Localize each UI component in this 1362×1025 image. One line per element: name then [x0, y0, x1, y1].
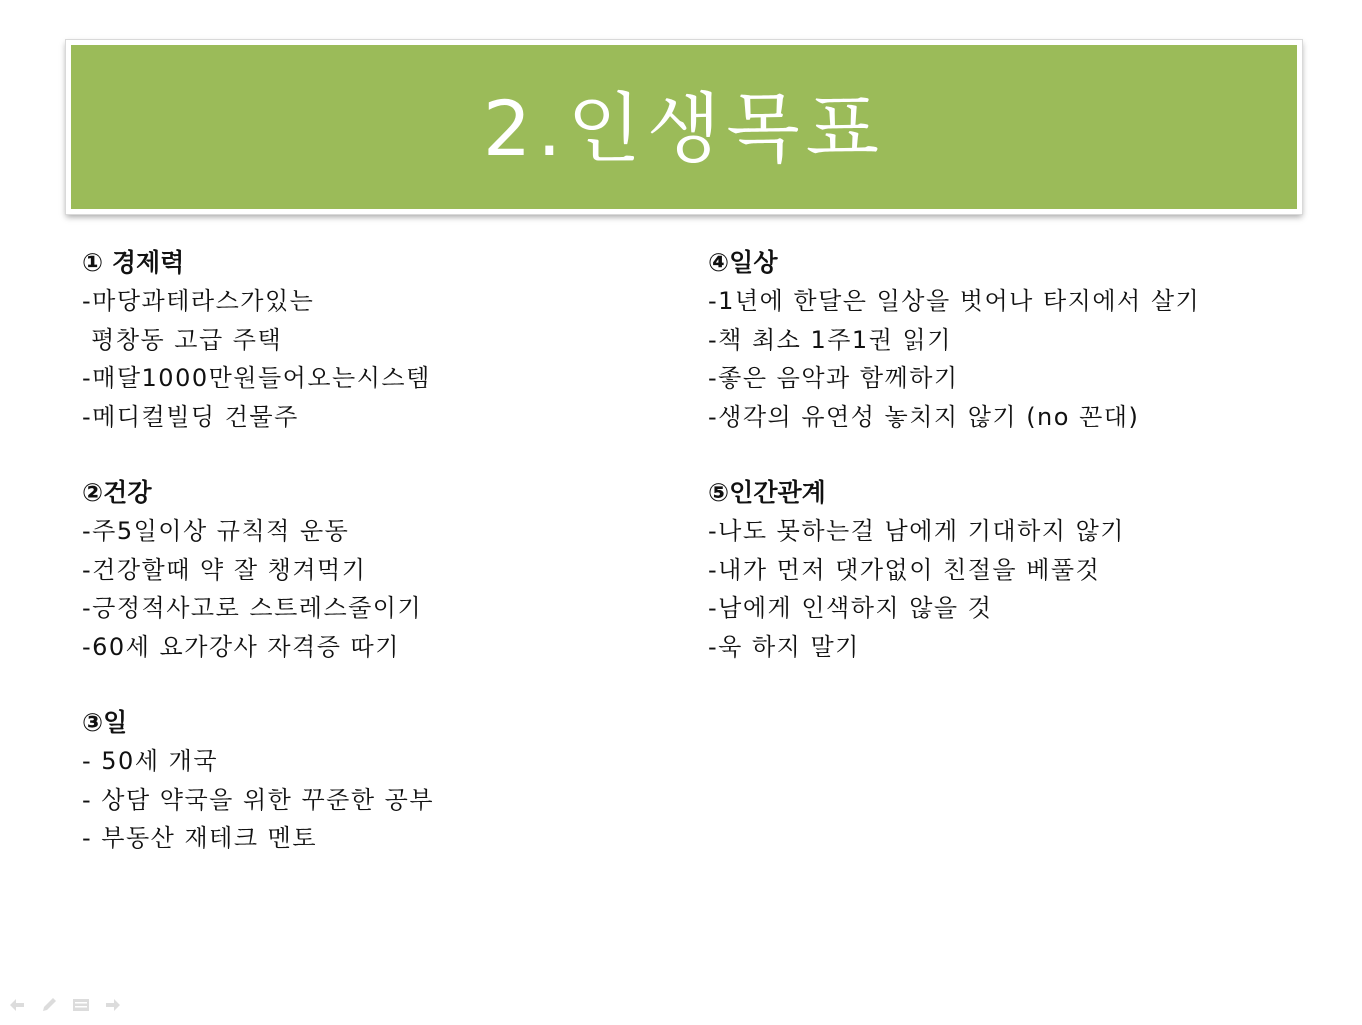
- right-column: [708, 244, 1328, 704]
- list-item: -건강할때 약 잘 챙겨먹기: [82, 555, 367, 584]
- list-item: - 50세 개국: [82, 747, 219, 775]
- list-item: -60세 요가강사 자격증 따기: [82, 632, 400, 661]
- list-item: -남에게 인색하지 않을 것: [708, 594, 993, 622]
- section-work: [82, 704, 682, 858]
- list-item: 평창동 고급 주택: [82, 325, 283, 354]
- slide-navigation: [6, 996, 124, 1014]
- slide-title: 2.인생목표: [482, 84, 886, 173]
- list-item: -나도 못하는걸 남에게 기대하지 않기: [708, 517, 1125, 545]
- list-item: - 부동산 재테크 멘토: [82, 824, 318, 852]
- section-heading: ⑤인간관계: [708, 478, 826, 507]
- list-item: -내가 먼저 댓가없이 친절을 베풀것: [708, 555, 1101, 584]
- section-daily: [708, 244, 1328, 436]
- section-health: [82, 474, 682, 666]
- list-item: -책 최소 1주1권 읽기: [708, 325, 952, 354]
- list-item: -생각의 유연성 놓치지 않기 (no 꼰대): [708, 402, 1140, 431]
- menu-icon[interactable]: [70, 996, 92, 1014]
- section-economy: [82, 244, 682, 436]
- arrow-left-icon[interactable]: [6, 996, 28, 1014]
- list-item: -욱 하지 말기: [708, 632, 860, 661]
- title-banner: [66, 40, 1302, 214]
- section-relations: [708, 474, 1328, 666]
- section-heading: ① 경제력: [82, 248, 185, 277]
- pen-icon[interactable]: [38, 996, 60, 1014]
- section-heading: ④일상: [708, 248, 778, 277]
- section-heading: ③일: [82, 708, 128, 737]
- section-heading: ②건강: [82, 478, 152, 507]
- arrow-right-icon[interactable]: [102, 996, 124, 1014]
- list-item: -메디컬빌딩 건물주: [82, 402, 299, 431]
- list-item: -긍정적사고로 스트레스줄이기: [82, 594, 423, 622]
- list-item: -매달1000만원들어오는시스템: [82, 364, 431, 392]
- list-item: -1년에 한달은 일상을 벗어나 타지에서 살기: [708, 287, 1201, 315]
- list-item: -주5일이상 규칙적 운동: [82, 517, 350, 545]
- left-column: [82, 244, 682, 896]
- list-item: -좋은 음악과 함께하기: [708, 364, 959, 392]
- list-item: -마당과테라스가있는: [82, 287, 315, 315]
- list-item: - 상담 약국을 위한 꾸준한 공부: [82, 785, 435, 814]
